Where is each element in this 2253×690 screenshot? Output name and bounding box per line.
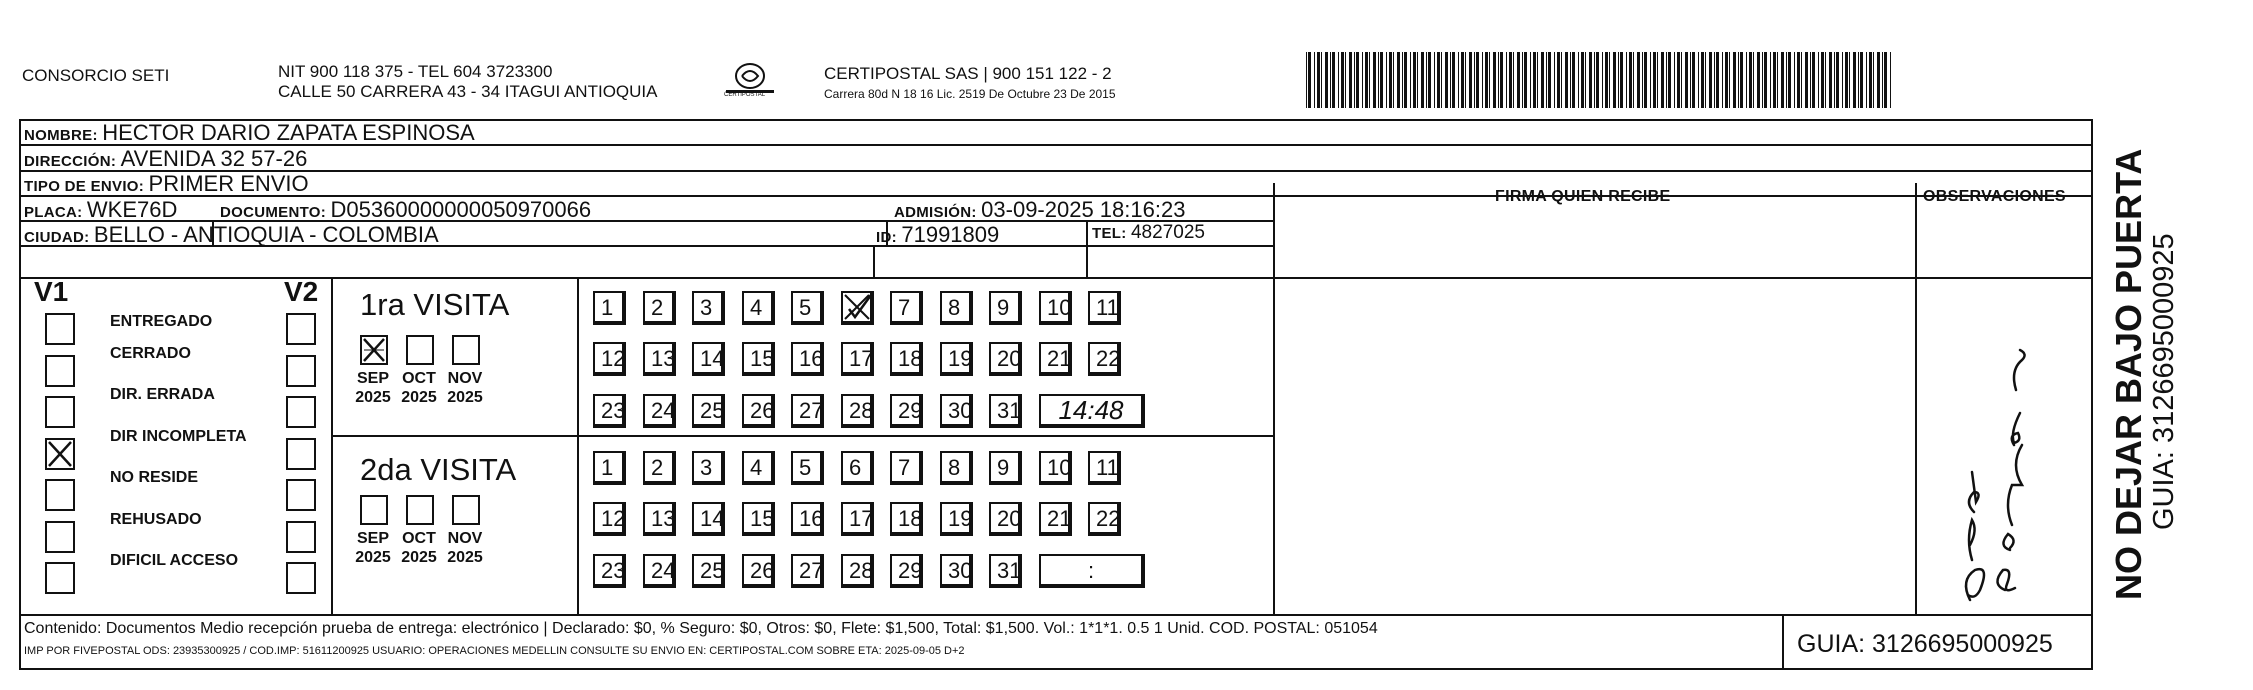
day-box[interactable]: 8 <box>940 451 973 485</box>
documento-label: DOCUMENTO: <box>220 204 327 221</box>
day-box[interactable]: 15 <box>742 502 775 536</box>
month-name: NOV <box>447 370 483 387</box>
admision-value: 03-09-2025 18:16:23 <box>981 197 1186 222</box>
id-label: ID: <box>876 229 897 246</box>
day-box[interactable]: 3 <box>692 451 725 485</box>
month-year: 2025 <box>355 389 391 406</box>
company-name: CONSORCIO SETI <box>22 66 170 85</box>
day-box[interactable]: 8 <box>940 291 973 325</box>
day-box[interactable]: 2 <box>643 291 676 325</box>
day-box[interactable]: 19 <box>940 502 973 536</box>
nit-line: NIT 900 118 375 - TEL 604 3723300 <box>278 62 553 81</box>
month-checkbox[interactable] <box>360 495 388 525</box>
v2-checkbox[interactable] <box>286 479 316 511</box>
day-box[interactable]: 2 <box>643 451 676 485</box>
day-box[interactable]: 13 <box>643 342 676 376</box>
visit2-title: 2da VISITA <box>360 452 517 487</box>
day-box[interactable]: 14 <box>692 502 725 536</box>
placa-value: WKE76D <box>86 197 178 222</box>
month-year: 2025 <box>401 389 437 406</box>
ciudad-label: CIUDAD: <box>24 229 90 246</box>
day-box[interactable]: 10 <box>1039 291 1072 325</box>
no-dejar-text: NO DEJAR BAJO PUERTA <box>2108 148 2149 600</box>
day-box[interactable] <box>841 291 874 325</box>
v1-label: V1 <box>34 276 69 307</box>
v2-checkbox[interactable] <box>286 396 316 428</box>
month-label <box>394 529 444 567</box>
v2-checkbox[interactable] <box>286 521 316 553</box>
day-box[interactable]: 30 <box>940 554 973 588</box>
certipostal-line: CERTIPOSTAL SAS | 900 151 122 - 2 <box>824 64 1112 83</box>
day-box[interactable]: 22 <box>1088 502 1121 536</box>
day-box[interactable]: 5 <box>791 451 824 485</box>
month-checkbox[interactable] <box>360 335 388 365</box>
month-name: SEP <box>356 530 389 547</box>
direccion-label: DIRECCIÓN: <box>24 153 117 170</box>
day-box[interactable]: 1 <box>593 291 626 325</box>
day-box[interactable]: 4 <box>742 451 775 485</box>
v1-checkbox[interactable] <box>45 313 75 345</box>
v1-checkbox[interactable] <box>45 562 75 594</box>
month-label <box>394 369 444 407</box>
license-line: Carrera 80d N 18 16 Lic. 2519 De Octubre 23 De 2015 <box>824 87 1116 101</box>
month-name: OCT <box>402 370 436 387</box>
month-checkbox[interactable] <box>452 335 480 365</box>
v2-checkbox[interactable] <box>286 562 316 594</box>
day-box[interactable]: 5 <box>791 291 824 325</box>
day-box[interactable]: 15 <box>742 342 775 376</box>
status-label: DIR INCOMPLETA <box>110 428 247 445</box>
day-box[interactable]: 12 <box>593 502 626 536</box>
v2-checkbox[interactable] <box>286 355 316 387</box>
barcode <box>1306 52 1896 110</box>
v1-checkbox[interactable] <box>45 355 75 387</box>
month-year: 2025 <box>355 549 391 566</box>
day-box[interactable]: 10 <box>1039 451 1072 485</box>
status-label: REHUSADO <box>110 511 202 528</box>
v2-label: V2 <box>284 276 319 307</box>
observaciones-label: OBSERVACIONES <box>1923 188 2066 205</box>
day-box[interactable]: 9 <box>989 291 1022 325</box>
day-box[interactable]: 1 <box>593 451 626 485</box>
day-box[interactable]: 27 <box>791 554 824 588</box>
month-label <box>440 529 490 567</box>
day-box[interactable]: 18 <box>890 502 923 536</box>
day-box[interactable]: 30 <box>940 394 973 428</box>
day-box[interactable]: 13 <box>643 502 676 536</box>
time-box[interactable]: : <box>1039 554 1145 588</box>
day-box[interactable]: 29 <box>890 554 923 588</box>
day-box[interactable]: 31 <box>989 554 1022 588</box>
day-box[interactable]: 28 <box>841 554 874 588</box>
tel-label: TEL: <box>1092 225 1127 242</box>
status-label: DIR. ERRADA <box>110 386 215 403</box>
v1-checkbox[interactable] <box>45 438 75 470</box>
contenido-text: Contenido: Documentos Medio recepción prueba de entrega: electrónico | Declarado: $0, % Seguro: $0, Otros: $0, Flete: $1,500, Total: $1,500. Vol.: 1*1*1. 0.5 1 Unid. COD. POSTAL: 051054 <box>24 620 1378 637</box>
address-line: CALLE 50 CARRERA 43 - 34 ITAGUI ANTIOQUIA <box>278 82 658 101</box>
month-label <box>440 369 490 407</box>
v2-checkbox[interactable] <box>286 438 316 470</box>
tipo-envio-value: PRIMER ENVIO <box>148 171 309 196</box>
day-box[interactable]: 21 <box>1039 342 1072 376</box>
documento-value: D05360000000050970066 <box>330 197 592 222</box>
nombre-label: NOMBRE: <box>24 127 98 144</box>
day-box[interactable]: 23 <box>593 394 626 428</box>
month-name: SEP <box>356 370 389 387</box>
day-box[interactable]: 11 <box>1088 451 1121 485</box>
day-box[interactable]: 17 <box>841 502 874 536</box>
day-box[interactable]: 7 <box>890 451 923 485</box>
day-box[interactable]: 9 <box>989 451 1022 485</box>
day-box[interactable]: 7 <box>890 291 923 325</box>
month-name: OCT <box>402 530 436 547</box>
direccion-value: AVENIDA 32 57-26 <box>120 146 308 171</box>
month-label <box>348 529 398 567</box>
month-name: NOV <box>447 530 483 547</box>
month-year: 2025 <box>401 549 437 566</box>
day-box[interactable]: 20 <box>989 502 1022 536</box>
month-checkbox[interactable] <box>406 335 434 365</box>
tel-value: 4827025 <box>1130 222 1205 243</box>
id-value: 71991809 <box>901 222 1000 247</box>
month-year: 2025 <box>447 389 483 406</box>
status-label: NO RESIDE <box>110 469 199 486</box>
day-box[interactable]: 16 <box>791 502 824 536</box>
day-box[interactable]: 28 <box>841 394 874 428</box>
v1-checkbox[interactable] <box>45 479 75 511</box>
day-box[interactable]: 25 <box>692 554 725 588</box>
admision-label: ADMISIÓN: <box>894 204 977 221</box>
day-box[interactable]: 31 <box>989 394 1022 428</box>
day-box[interactable]: 26 <box>742 394 775 428</box>
nombre-value: HECTOR DARIO ZAPATA ESPINOSA <box>102 120 475 145</box>
day-box[interactable]: 24 <box>643 394 676 428</box>
firma-label: FIRMA QUIEN RECIBE <box>1495 188 1671 205</box>
day-box[interactable]: 27 <box>791 394 824 428</box>
v1-checkbox[interactable] <box>45 396 75 428</box>
status-label: CERRADO <box>110 345 191 362</box>
tipo-envio-label: TIPO DE ENVIO: <box>24 178 145 195</box>
time-box[interactable]: 14:48 <box>1039 394 1145 428</box>
handwritten-observation <box>1930 280 2050 610</box>
day-box[interactable]: 26 <box>742 554 775 588</box>
status-label: DIFICIL ACCESO <box>110 552 239 569</box>
day-box[interactable]: 19 <box>940 342 973 376</box>
status-label: ENTREGADO <box>110 313 213 330</box>
month-year: 2025 <box>447 549 483 566</box>
certipostal-logo-icon: CERTIPOSTAL <box>722 58 778 104</box>
ciudad-value: BELLO - ANTIOQUIA - COLOMBIA <box>93 222 439 247</box>
visit1-title: 1ra VISITA <box>360 287 510 322</box>
day-box[interactable]: 29 <box>890 394 923 428</box>
day-box[interactable]: 6 <box>841 451 874 485</box>
v2-checkbox[interactable] <box>286 313 316 345</box>
day-box[interactable]: 22 <box>1088 342 1121 376</box>
day-box[interactable]: 24 <box>643 554 676 588</box>
day-box[interactable]: 21 <box>1039 502 1072 536</box>
day-box[interactable]: 12 <box>593 342 626 376</box>
day-box[interactable]: 25 <box>692 394 725 428</box>
day-box[interactable]: 17 <box>841 342 874 376</box>
day-box[interactable]: 16 <box>791 342 824 376</box>
guia-footer: GUIA: 3126695000925 <box>1797 630 2053 658</box>
month-checkbox[interactable] <box>406 495 434 525</box>
month-checkbox[interactable] <box>452 495 480 525</box>
day-box[interactable]: 18 <box>890 342 923 376</box>
guia-side: GUIA: 3126695000925 <box>2148 233 2180 530</box>
day-box[interactable]: 14 <box>692 342 725 376</box>
month-label <box>348 369 398 407</box>
day-box[interactable]: 23 <box>593 554 626 588</box>
day-box[interactable]: 20 <box>989 342 1022 376</box>
day-box[interactable]: 11 <box>1088 291 1121 325</box>
day-box[interactable]: 3 <box>692 291 725 325</box>
day-box[interactable]: 4 <box>742 291 775 325</box>
placa-label: PLACA: <box>24 204 83 221</box>
imp-text: IMP POR FIVEPOSTAL ODS: 23935300925 / COD.IMP: 51611200925 USUARIO: OPERACIONES MEDELLIN CONSULTE SU ENVIO EN: CERTIPOSTAL.COM SOBRE ETA: 2025-09-05 D+2 <box>24 645 965 657</box>
v1-checkbox[interactable] <box>45 521 75 553</box>
